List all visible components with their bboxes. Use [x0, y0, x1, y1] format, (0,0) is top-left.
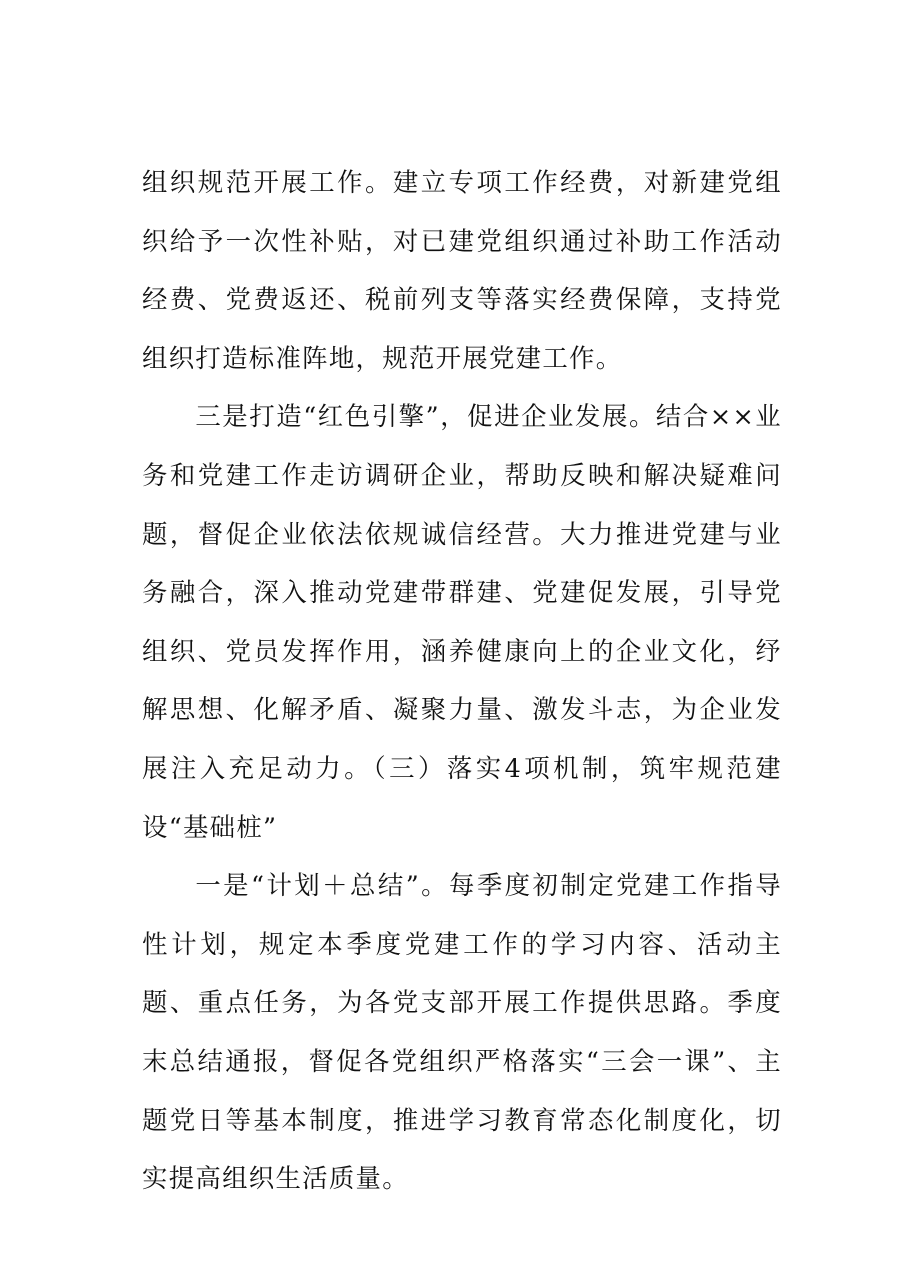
paragraph-plan-summary: 一是“计划＋总结”。每季度初制定党建工作指导性计划，规定本季度党建工作的学习内容、活动主题、重点任务，为各党支部开展工作提供思路。季度末总结通报，督促各党组织严格落实“三会一课”、主题党日等基本制度，推进学习教育常态化制度化，切实提高组织生活质量。 — [142, 870, 782, 1194]
document-body — [142, 153, 782, 1208]
paragraph-red-engine: 三是打造“红色引擎”，促进企业发展。结合××业务和党建工作走访调研企业，帮助反映和解决疑难问题，督促企业依法依规诚信经营。大力推进党建与业务融合，深入推动党建带群建、党建促发展，引导党组织、党员发挥作用，涵养健康向上的企业文化，纾解思想、化解矛盾、凝聚力量、激发斗志，为企业发展注入充足动力。（三）落实4项机制，筑牢规范建设“基础桩” — [142, 401, 782, 842]
paragraph-funding: 组织规范开展工作。建立专项工作经费，对新建党组织给予一次性补贴，对已建党组织通过补助工作活动经费、党费返还、税前列支等落实经费保障，支持党组织打造标准阵地，规范开展党建工作。 — [142, 167, 782, 373]
